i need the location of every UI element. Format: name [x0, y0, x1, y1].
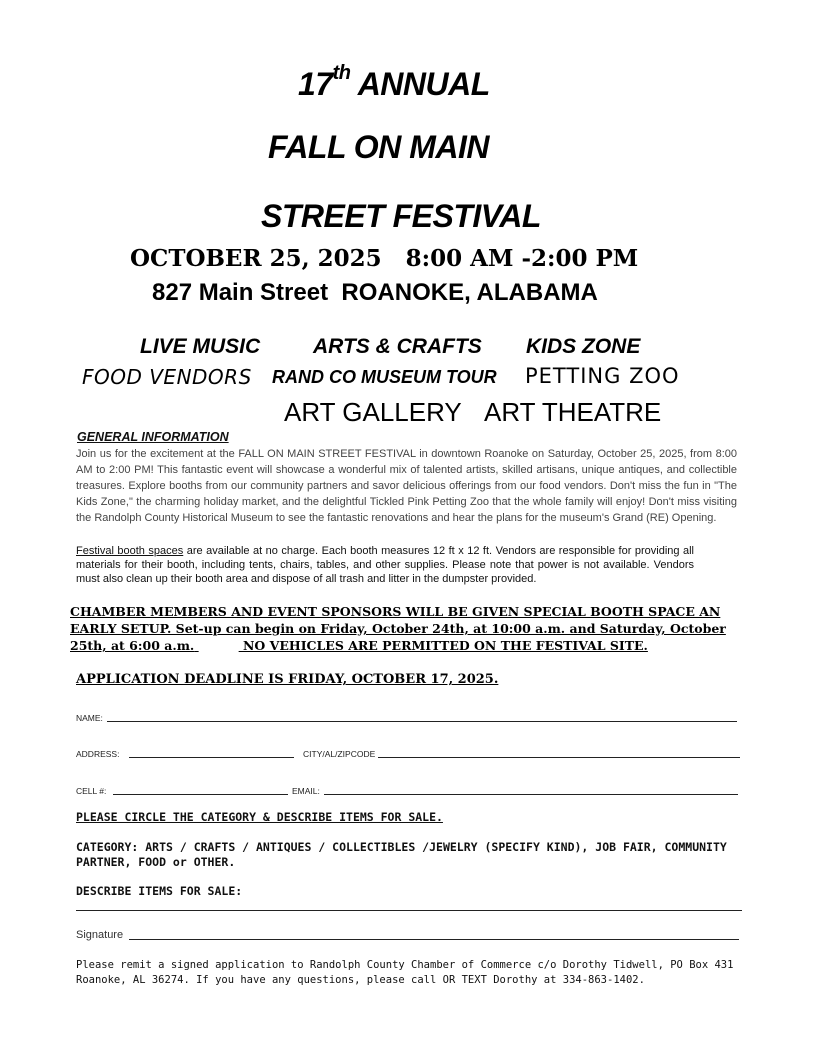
annual-word: ANNUAL: [357, 66, 490, 102]
name-label: NAME:: [76, 713, 103, 723]
attraction-museum-tour: RAND CO MUSEUM TOUR: [272, 367, 497, 387]
booth-spaces-text: are available at no charge. Each booth measures 12 ft x 12 ft. Vendors are responsible for providing all materials for their booth, including tents, chairs, tables, and other supplies. Please note that power is not available. Vendors must also clean up their booth area and dispose of all trash and litter in the dumpster provided.: [76, 545, 694, 585]
address-field[interactable]: [129, 757, 294, 758]
remit-instructions: Please remit a signed application to Randolph County Chamber of Commerce c/o Dorothy Tidwell, PO Box 431 Roanoke, AL 36274. If you have any questions, please call OR TEXT Dorothy at 334-863-1402.: [76, 959, 734, 986]
booth-spaces-link: Festival booth spaces: [76, 545, 184, 557]
describe-items-label: DESCRIBE ITEMS FOR SALE:: [76, 884, 243, 898]
city-zip-field[interactable]: [378, 757, 740, 758]
attraction-arts-crafts: ARTS & CRAFTS: [313, 335, 482, 358]
chamber-notice: [70, 603, 728, 654]
event-address: [152, 279, 598, 307]
cell-label: CELL #:: [76, 786, 107, 796]
describe-items-field[interactable]: [76, 910, 742, 911]
annual-suffix: th: [332, 62, 351, 84]
no-vehicles-notice: NO VEHICLES ARE PERMITTED ON THE FESTIVAL SITE.: [243, 638, 648, 653]
annual-number: 17: [298, 66, 333, 102]
name-field[interactable]: [107, 721, 737, 722]
circle-category-instruction: PLEASE CIRCLE THE CATEGORY & DESCRIBE ITEMS FOR SALE.: [76, 810, 443, 824]
city-zip-label: CITY/AL/ZIPCODE: [303, 749, 376, 759]
address-label: ADDRESS:: [76, 749, 120, 759]
city-state: ROANOKE, ALABAMA: [341, 279, 598, 306]
signature-field[interactable]: [129, 939, 739, 940]
chamber-notice-text: CHAMBER MEMBERS AND EVENT SPONSORS WILL BE GIVEN SPECIAL BOOTH SPACE AN EARLY SETUP. Set-up can begin on Friday, October 24th, at 10:00 a.m. and Saturday, October 25th, at 6:00 a.m.: [70, 604, 726, 653]
general-info-paragraph: Join us for the excitement at the FALL ON MAIN STREET FESTIVAL in downtown Roanoke on Saturday, October 25, 2025, from 8:00 AM to 2:00 PM! This fantastic event will showcase a wonderful mix of talented artists, skilled artisans, unique antiques, and collectible treasures. Explore booths from our community partners and savor delicious offerings from our food vendors. Don't miss the fun in "The Kids Zone," the charming holiday market, and the delightful Tickled Pink Petting Zoo that the whole family will enjoy! Don't miss visiting the Randolph County Historical Museum to see the fantastic renovations and hear the plans for the museum's Grand (RE) Opening.: [76, 448, 737, 524]
signature-label: Signature: [76, 929, 124, 941]
general-info-heading: GENERAL INFORMATION: [77, 430, 229, 444]
email-field[interactable]: [324, 794, 738, 795]
attraction-live-music: LIVE MUSIC: [140, 335, 261, 358]
booth-info-paragraph: [76, 544, 694, 586]
attraction-art-theatre: ART THEATRE: [484, 397, 662, 427]
attraction-kids-zone: KIDS ZONE: [526, 335, 641, 358]
attraction-art-gallery: ART GALLERY: [284, 397, 462, 427]
title-line-2: STREET FESTIVAL: [261, 198, 541, 234]
email-label: EMAIL:: [292, 786, 320, 796]
category-list: CATEGORY: ARTS / CRAFTS / ANTIQUES / COLLECTIBLES /JEWELRY (SPECIFY KIND), JOB FAIR, COMMUNITY PARTNER, FOOD or OTHER.: [76, 840, 727, 869]
attraction-food-vendors: FOOD VENDORS: [82, 365, 252, 389]
event-date: OCTOBER 25, 2025 8:00 AM -2:00 PM: [130, 245, 639, 272]
annual-heading: [298, 62, 490, 103]
street-address: 827 Main Street: [152, 279, 329, 306]
application-deadline: APPLICATION DEADLINE IS FRIDAY, OCTOBER 17, 2025.: [76, 672, 499, 687]
attraction-petting-zoo: PETTING ZOO: [525, 364, 680, 388]
cell-field[interactable]: [113, 794, 288, 795]
title-line-1: FALL ON MAIN: [268, 129, 489, 165]
